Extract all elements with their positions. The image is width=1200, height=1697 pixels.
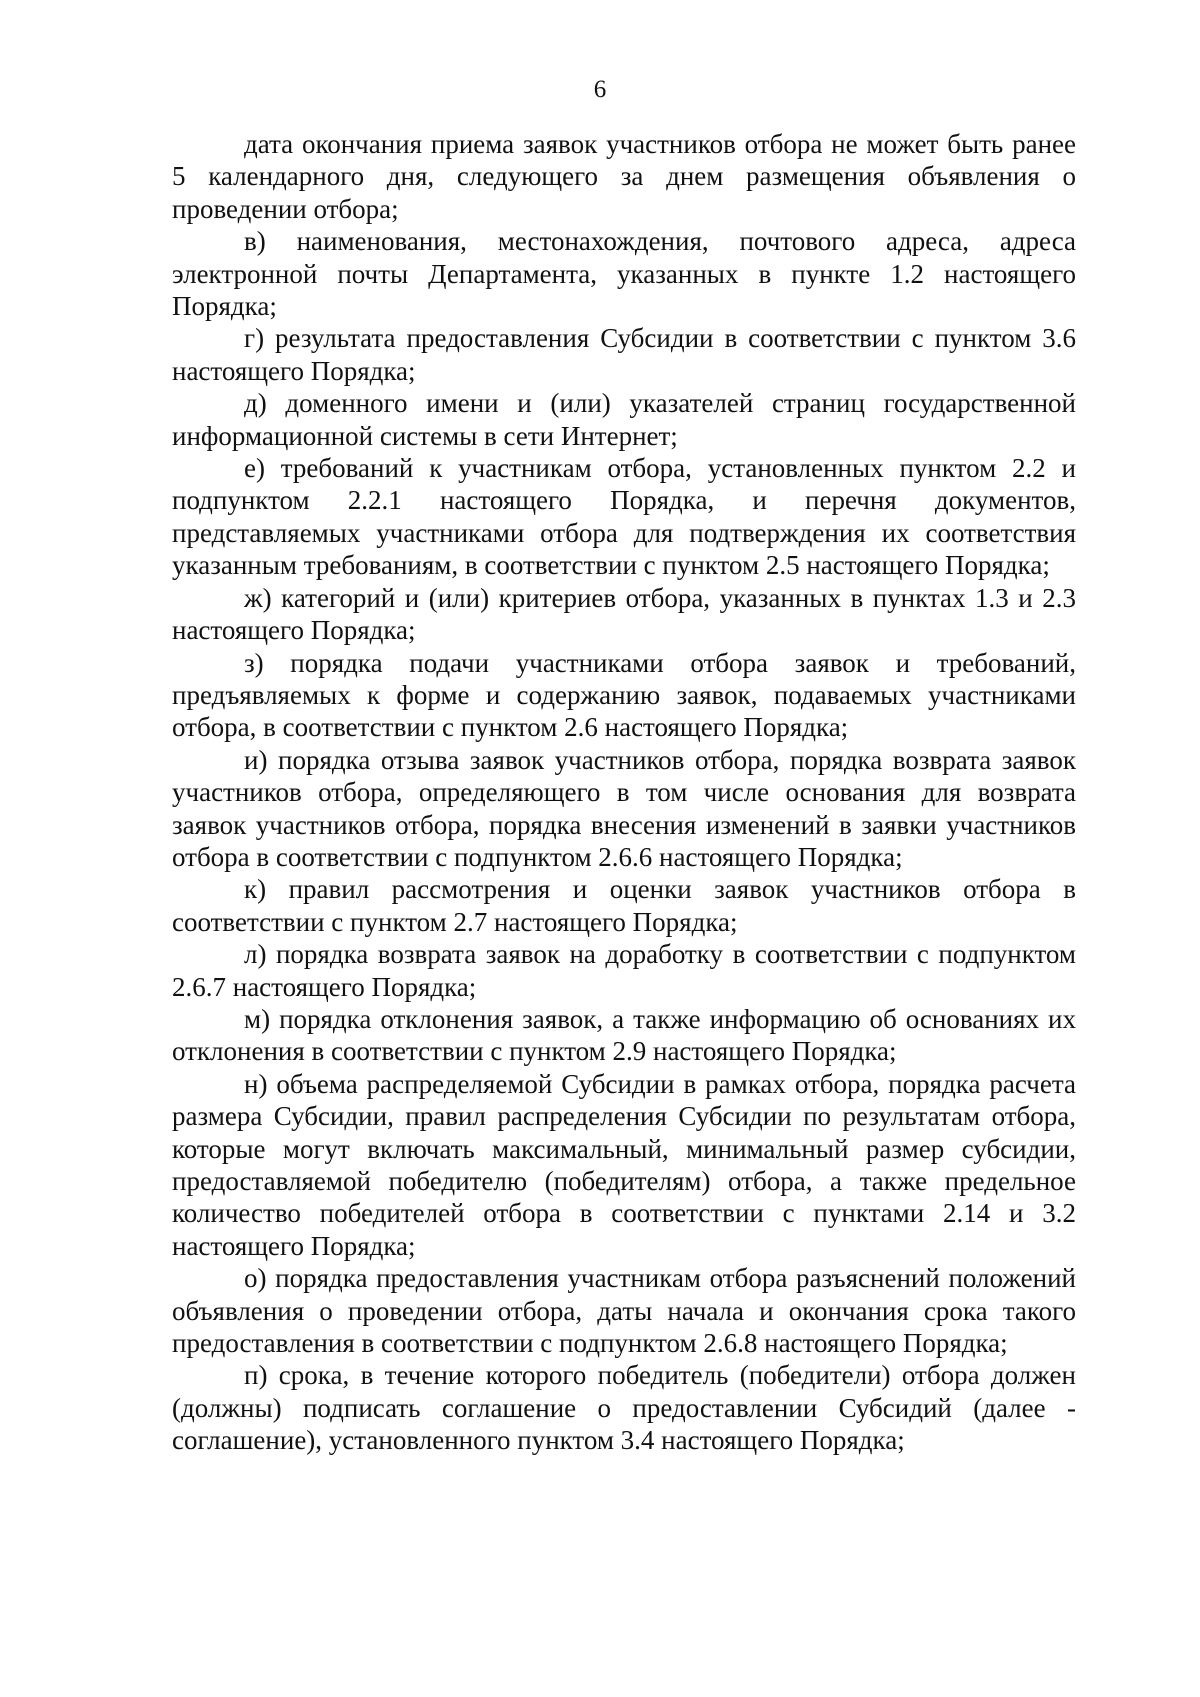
paragraph-item-e: е) требований к участникам отбора, установленных пунктом 2.2 и подпунктом 2.2.1 настоящего Порядка, и перечня документов, представляемых участниками отбора для подтверждения их соответствия указанным требованиям, в соответствии с пунктом 2.5 настоящего Порядка; — [172, 453, 1076, 581]
paragraph-item-l: л) порядка возврата заявок на доработку в соответствии с подпунктом 2.6.7 настоящего Порядка; — [172, 939, 1076, 1002]
paragraph-item-k: к) правил рассмотрения и оценки заявок участников отбора в соответствии с пунктом 2.7 настоящего Порядка; — [172, 874, 1076, 937]
page-number: 6 — [593, 76, 607, 103]
paragraph-item-m: м) порядка отклонения заявок, а также информацию об основаниях их отклонения в соответствии с пунктом 2.9 настоящего Порядка; — [172, 1003, 1076, 1067]
paragraph-item-n: н) объема распределяемой Субсидии в рамках отбора, порядка расчета размера Субсидии, правил распределения Субсидии по результатам отбора, которые могут включать максимальный, минимальный размер субсидии, предоставляемой победителю (победителям) отбора, а также предельное количество победителей отбора в соответствии с пунктами 2.14 и 3.2 настоящего Порядка; — [172, 1068, 1076, 1261]
document-body — [172, 128, 1076, 1457]
paragraph-item-z: з) порядка подачи участниками отбора заявок и требований, предъявляемых к форме и содержанию заявок, подаваемых участниками отбора, в соответствии с пунктом 2.6 настоящего Порядка; — [172, 647, 1076, 743]
paragraph-item-i: и) порядка отзыва заявок участников отбора, порядка возврата заявок участников отбора, определяющего в том числе основания для возврата заявок участников отбора, порядка внесения изменений в заявки участников отбора в соответствии с подпунктом 2.6.6 настоящего Порядка; — [172, 744, 1076, 872]
paragraph-item-p: п) срока, в течение которого победитель (победители) отбора должен (должны) подписать соглашение о предоставлении Субсидий (далее - соглашение), установленного пунктом 3.4 настоящего Порядка; — [172, 1360, 1076, 1456]
paragraph-item-o: о) порядка предоставления участникам отбора разъяснений положений объявления о проведении отбора, даты начала и окончания срока такого предоставления в соответствии с подпунктом 2.6.8 настоящего Порядка; — [172, 1263, 1076, 1359]
paragraph-item-d: д) доменного имени и (или) указателей страниц государственной информационной системы в сети Интернет; — [172, 388, 1076, 451]
paragraph-continuation: дата окончания приема заявок участников отбора не может быть ранее 5 календарного дня, следующего за днем размещения объявления о проведении отбора; — [172, 129, 1076, 224]
paragraph-item-zh: ж) категорий и (или) критериев отбора, указанных в пунктах 1.3 и 2.3 настоящего Порядка; — [172, 582, 1076, 646]
paragraph-item-v: в) наименования, местонахождения, почтового адреса, адреса электронной почты Департамента, указанных в пункте 1.2 настоящего Порядка; — [172, 226, 1076, 322]
paragraph-item-g: г) результата предоставления Субсидии в соответствии с пунктом 3.6 настоящего Порядка; — [172, 323, 1076, 386]
